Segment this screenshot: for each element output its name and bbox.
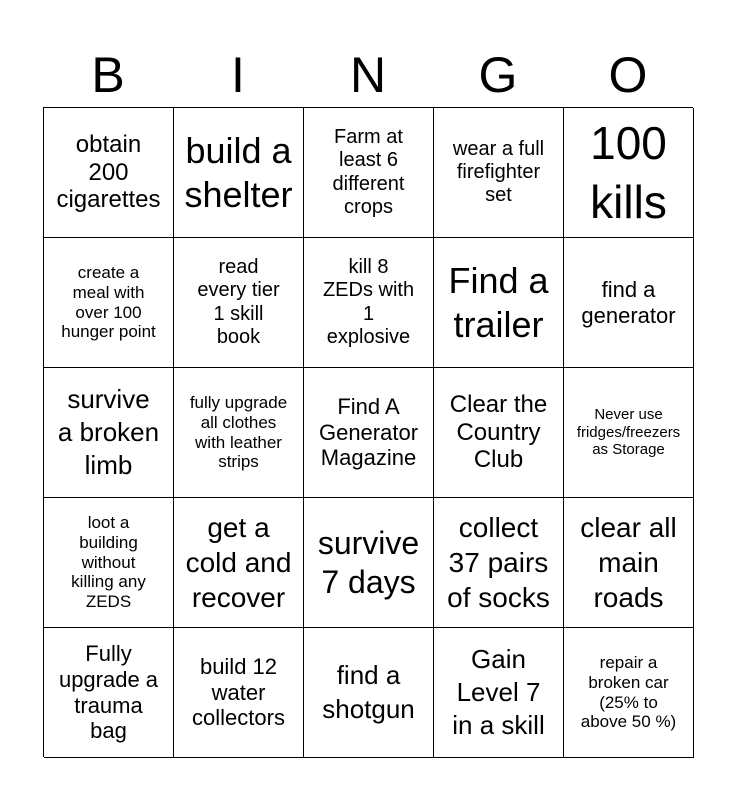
header-letter-n: N (349, 47, 387, 103)
cell-text: fully upgrade all clothes with leather strips (189, 393, 288, 472)
cell-text: repair a broken car (25% to above 50 %) (580, 653, 677, 732)
bingo-cell[interactable] (304, 498, 434, 628)
bingo-cell[interactable] (564, 498, 694, 628)
bingo-cell[interactable] (174, 628, 304, 758)
bingo-board (43, 107, 693, 757)
cell-text: Gain Level 7 in a skill (452, 643, 545, 741)
cell-text: clear all main roads (580, 512, 677, 613)
bingo-cell[interactable] (44, 498, 174, 628)
header-letter-o: O (608, 47, 648, 103)
cell-text: Clear the Country Club (449, 390, 548, 474)
bingo-cell[interactable] (434, 628, 564, 758)
cell-text: Find A Generator Magazine (318, 394, 419, 471)
cell-text: kill 8 ZEDs with 1 explosive (322, 256, 415, 348)
bingo-cell[interactable] (434, 498, 564, 628)
cell-text: collect 37 pairs of socks (447, 512, 550, 613)
bingo-cell[interactable] (564, 628, 694, 758)
cell-text: Fully upgrade a trauma bag (58, 641, 159, 744)
bingo-cell[interactable] (564, 368, 694, 498)
cell-text: Never use fridges/freezers as Storage (576, 406, 681, 459)
cell-text: wear a full firefighter set (452, 137, 545, 207)
bingo-cell[interactable] (434, 238, 564, 368)
bingo-cell[interactable] (434, 368, 564, 498)
cell-text: 100 kills (590, 116, 667, 228)
cell-text: find a shotgun (322, 660, 415, 724)
header-letter-g: G (478, 47, 518, 103)
cell-text: obtain 200 cigarettes (56, 130, 161, 214)
bingo-cell[interactable] (304, 108, 434, 238)
cell-text: Farm at least 6 different crops (332, 126, 405, 218)
bingo-cell[interactable] (304, 238, 434, 368)
bingo-cell[interactable] (174, 238, 304, 368)
bingo-cell[interactable] (304, 628, 434, 758)
bingo-cell[interactable] (564, 108, 694, 238)
bingo-cell[interactable] (44, 368, 174, 498)
bingo-cell[interactable] (44, 238, 174, 368)
cell-text: loot a building without killing any ZEDS (71, 513, 146, 612)
bingo-cell[interactable] (44, 628, 174, 758)
cell-text: read every tier 1 skill book (197, 256, 280, 348)
cell-text: build a shelter (184, 130, 293, 215)
bingo-cell[interactable] (564, 238, 694, 368)
cell-text: Find a trailer (448, 260, 549, 345)
bingo-header (43, 44, 693, 106)
cell-text: survive a broken limb (57, 383, 160, 481)
bingo-cell[interactable] (174, 498, 304, 628)
bingo-cell[interactable] (174, 108, 304, 238)
cell-text: build 12 water collectors (192, 654, 285, 731)
header-letter-i: I (231, 47, 245, 103)
header-letter-b: B (91, 47, 125, 103)
bingo-cell[interactable] (174, 368, 304, 498)
cell-text: find a generator (581, 276, 676, 328)
cell-text: survive 7 days (317, 525, 420, 600)
bingo-cell[interactable] (44, 108, 174, 238)
cell-text: create a meal with over 100 hunger point (61, 263, 156, 342)
cell-text: get a cold and recover (185, 512, 292, 613)
bingo-cell[interactable] (434, 108, 564, 238)
bingo-cell[interactable] (304, 368, 434, 498)
